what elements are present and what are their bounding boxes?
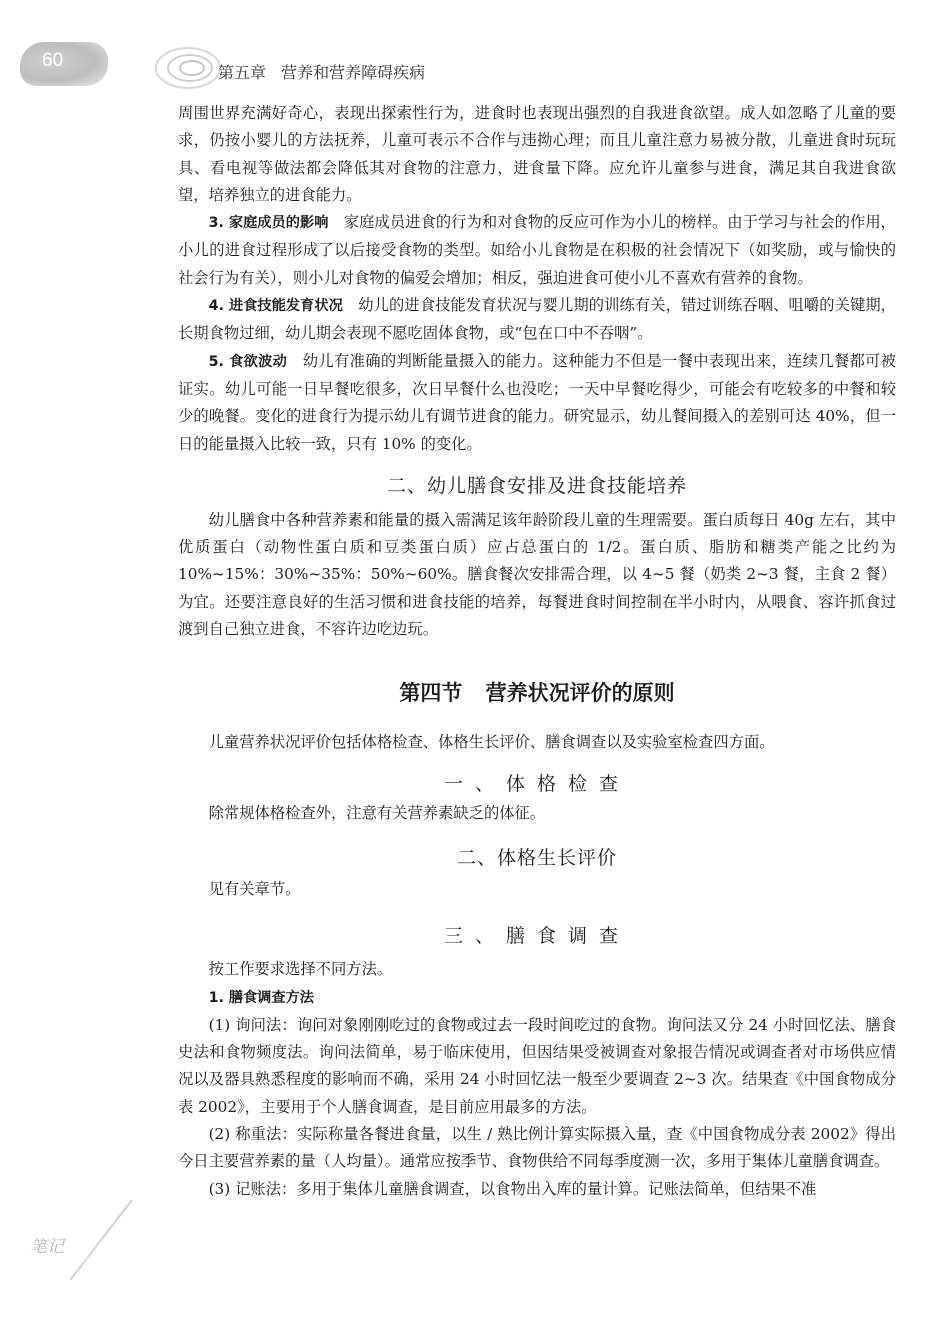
family-influence-text: 家庭成员进食的行为和对食物的反应可作为小儿的榜样。由于学习与社会的作用，小儿的进食过程形成了以后接受食物的类型。如给小儿食物是在积极的社会情况下（如奖励，或与愉快的社会行为有关），则小儿对食物的偏爱会增加；相反，强迫进食可使小儿不喜欢有营养的食物。	[178, 213, 896, 287]
paragraph-method-weighing: (2) 称重法：实际称量各餐进食量，以生 / 熟比例计算实际摄入量，查《中国食物成分表 2002》得出今日主要营养素的量（人均量）。通常应按季节、食物供给不同每季度测一次，多用于集体儿童膳食调查。	[178, 1125, 896, 1171]
chapter-title: 第五章 营养和营养障碍疾病	[218, 63, 426, 82]
subheading-diet-survey: 三、膳食调查	[443, 925, 630, 948]
subheading-physical-exam: 一、体格检查	[443, 772, 630, 795]
family-influence-lead: 3. 家庭成员的影响	[208, 215, 329, 232]
section-four-title: 第四节 营养状况评价的原则	[399, 681, 675, 706]
paragraph-feeding-skills	[178, 292, 896, 348]
paragraph-method-inquiry: (1) 询问法：询问对象刚刚吃过的食物或过去一段时间吃过的食物。询问法又分 24 小时回忆法、膳食史法和食物频度法。询问法简单，易于临床使用，但因结果受被调查对象报告情况或调查者对市场供应情况以及器具熟悉程度的影响而不确，采用 24 小时回忆法一般至少要调查 2~3 次。结果查《中国食物成分表 2002》，主要用于个人膳食调查，是目前应用最多的方法。	[178, 1015, 896, 1116]
paragraph-assessment-intro: 儿童营养状况评价包括体格检查、体格生长评价、膳食调查以及实验室检查四方面。	[208, 733, 775, 752]
paragraph-toddler-diet: 幼儿膳食中各种营养素和能量的摄入需满足该年龄阶段儿童的生理需要。蛋白质每日 40g 左右，其中优质蛋白（动物性蛋白质和豆类蛋白质）应占总蛋白的 1/2。蛋白质、脂肪和糖类产能之比约为 10%~15%：30%~35%：50%~60%。膳食餐次安排需合理，以 4~5 餐（奶类 2~3 餐，主食 2 餐）为宜。还要注意良好的生活习惯和进食技能的培养，每餐进食时间控制在半小时内，从喂食、容许抓食过渡到自己独立进食，不容许边吃边玩。	[178, 510, 896, 639]
paragraph-appetite-fluctuation	[178, 348, 896, 458]
page-content	[178, 100, 896, 1203]
page-number: 60	[42, 50, 64, 71]
paragraph-curiosity: 周围世界充满好奇心，表现出探索性行为，进食时也表现出强烈的自我进食欲望。成人如忽略了儿童的要求，仍按小婴儿的方法抚养，儿童可表示不合作与违拗心理；而且儿童注意力易被分散，儿童进食时玩玩具、看电视等做法都会降低其对食物的注意力，进食量下降。应允许儿童参与进食，满足其自我进食欲望，培养独立的进食能力。	[178, 104, 896, 204]
appetite-fluctuation-text: 幼儿有准确的判断能量摄入的能力。这种能力不但是一餐中表现出来，连续几餐都可被证实。幼儿可能一日早餐吃很多，次日早餐什么也没吃；一天中早餐吃得少，可能会有吃较多的中餐和较少的晚餐。变化的进食行为提示幼儿有调节进食的能力。研究显示，幼儿餐间摄入的差别可达 40%，但一日的能量摄入比较一致，只有 10% 的变化。	[178, 351, 896, 453]
paragraph-growth-evaluation: 见有关章节。	[208, 879, 301, 898]
appetite-fluctuation-lead: 5. 食欲波动	[208, 353, 288, 370]
page-number-badge	[20, 42, 108, 86]
page-header	[0, 34, 950, 104]
section-heading-toddler-diet: 二、幼儿膳食安排及进食技能培养	[386, 474, 687, 497]
paragraph-physical-exam: 除常规体格检查外，注意有关营养素缺乏的体征。	[208, 803, 546, 822]
pen-stroke-icon	[60, 1196, 140, 1286]
margin-notes-label: 笔记	[30, 1237, 64, 1257]
paragraph-diet-survey: 按工作要求选择不同方法。	[208, 960, 393, 979]
subheading-growth-evaluation: 二、体格生长评价	[456, 846, 617, 869]
methods-label: 1. 膳食调查方法	[208, 989, 314, 1006]
feeding-skills-lead: 4. 进食技能发育状况	[208, 298, 343, 315]
feeding-skills-text: 幼儿的进食技能发育状况与婴儿期的训练有关，错过训练吞咽、咀嚼的关键期，长期食物过细，幼儿期会表现不愿吃固体食物，或“包在口中不吞咽”。	[178, 296, 896, 343]
paragraph-family-influence	[178, 209, 896, 292]
paragraph-method-bookkeeping: (3) 记账法：多用于集体儿童膳食调查，以食物出入库的量计算。记账法简单，但结果不准	[208, 1179, 817, 1198]
